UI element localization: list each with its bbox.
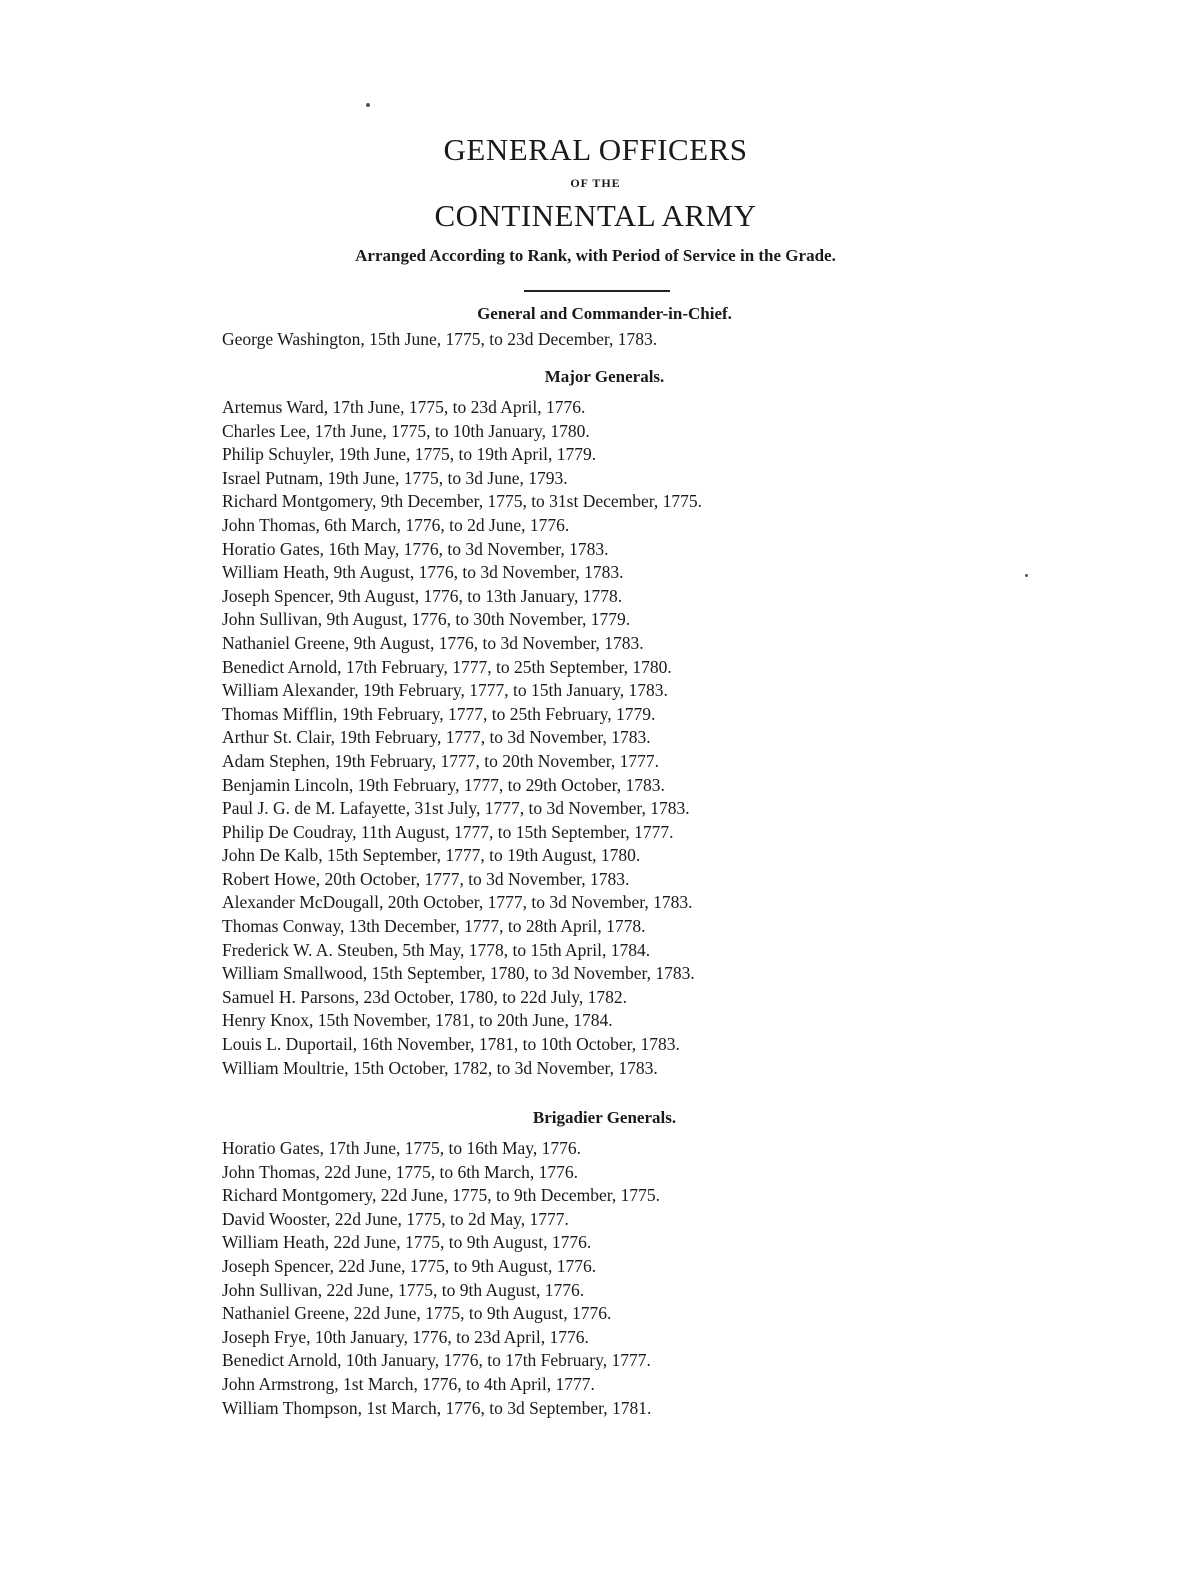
officer-entry: Thomas Conway, 13th December, 1777, to 28th April, 1778. [222,916,646,937]
officer-entry: John Thomas, 6th March, 1776, to 2d June, 1776. [222,514,570,535]
officer-entry: Benedict Arnold, 10th January, 1776, to 17th February, 1777. [222,1350,651,1371]
officer-entry: Charles Lee, 17th June, 1775, to 10th January, 1780. [222,420,590,441]
brigadier-generals-list [222,1137,660,1420]
officer-entry: John De Kalb, 15th September, 1777, to 19th August, 1780. [222,845,641,866]
page-title: GENERAL OFFICERS [443,132,748,167]
officer-entry: William Heath, 22d June, 1775, to 9th August, 1776. [222,1232,592,1253]
officer-entry: Paul J. G. de M. Lafayette, 31st July, 1777, to 3d November, 1783. [222,798,690,819]
officer-entry: Philip Schuyler, 19th June, 1775, to 19th April, 1779. [222,444,597,465]
officer-entry: Thomas Mifflin, 19th February, 1777, to 25th February, 1779. [222,703,656,724]
section-heading-general: General and Commander-in-Chief. [477,304,732,323]
officer-entry: Nathaniel Greene, 9th August, 1776, to 3d November, 1783. [222,632,644,653]
officer-entry: Richard Montgomery, 9th December, 1775, to 31st December, 1775. [222,491,703,512]
officer-entry: John Armstrong, 1st March, 1776, to 4th April, 1777. [222,1373,595,1394]
officer-entry: Alexander McDougall, 20th October, 1777, to 3d November, 1783. [222,892,693,913]
officer-entry: Arthur St. Clair, 19th February, 1777, to 3d November, 1783. [222,727,651,748]
subtitle: Arranged According to Rank, with Period of Service in the Grade. [355,246,836,265]
officer-entry: John Thomas, 22d June, 1775, to 6th March, 1776. [222,1161,578,1182]
officer-entry: Joseph Spencer, 9th August, 1776, to 13th January, 1778. [222,585,623,606]
officer-entry: Philip De Coudray, 11th August, 1777, to 15th September, 1777. [222,821,674,842]
divider-rule [524,290,670,292]
officer-entry: Louis L. Duportail, 16th November, 1781, to 10th October, 1783. [222,1034,680,1055]
officer-entry: Artemus Ward, 17th June, 1775, to 23d April, 1776. [222,397,586,417]
officer-entry: Israel Putnam, 19th June, 1775, to 3d June, 1793. [222,467,568,488]
officer-entry: William Moultrie, 15th October, 1782, to 3d November, 1783. [222,1057,658,1078]
officer-entry: Benjamin Lincoln, 19th February, 1777, to 29th October, 1783. [222,774,665,795]
officer-entry: William Heath, 9th August, 1776, to 3d November, 1783. [222,562,624,583]
officer-entry: Horatio Gates, 17th June, 1775, to 16th May, 1776. [222,1138,582,1158]
officer-entry: Henry Knox, 15th November, 1781, to 20th June, 1784. [222,1010,613,1031]
officer-entry: Adam Stephen, 19th February, 1777, to 20th November, 1777. [222,750,660,771]
title-army: CONTINENTAL ARMY [434,198,757,233]
officer-entry: Benedict Arnold, 17th February, 1777, to 25th September, 1780. [222,656,672,677]
officer-entry: John Sullivan, 9th August, 1776, to 30th November, 1779. [222,609,631,630]
officer-entry: Joseph Frye, 10th January, 1776, to 23d April, 1776. [222,1326,589,1347]
officer-entry: John Sullivan, 22d June, 1775, to 9th August, 1776. [222,1279,585,1300]
officer-entry: Samuel H. Parsons, 23d October, 1780, to 22d July, 1782. [222,986,628,1007]
officer-entry: Joseph Spencer, 22d June, 1775, to 9th August, 1776. [222,1255,597,1276]
scan-speck [1025,574,1028,577]
officer-entry: William Alexander, 19th February, 1777, to 15th January, 1783. [222,680,668,701]
officer-entry: William Thompson, 1st March, 1776, to 3d September, 1781. [222,1397,652,1418]
officer-entry: Richard Montgomery, 22d June, 1775, to 9th December, 1775. [222,1185,661,1206]
scan-speck [366,103,370,107]
officer-entry: Horatio Gates, 16th May, 1776, to 3d November, 1783. [222,538,609,559]
major-generals-list [222,396,702,1080]
officer-entry: Nathaniel Greene, 22d June, 1775, to 9th August, 1776. [222,1303,612,1324]
title-of-the: OF THE [570,176,621,190]
officer-entry: William Smallwood, 15th September, 1780, to 3d November, 1783. [222,963,695,984]
section-heading-major-generals: Major Generals. [544,367,665,386]
officer-entry: George Washington, 15th June, 1775, to 23d December, 1783. [222,329,658,349]
officer-entry: Robert Howe, 20th October, 1777, to 3d November, 1783. [222,868,630,889]
officer-entry: Frederick W. A. Steuben, 5th May, 1778, to 15th April, 1784. [222,939,651,960]
section-heading-brigadier-generals: Brigadier Generals. [532,1108,677,1127]
officer-entry: David Wooster, 22d June, 1775, to 2d May, 1777. [222,1208,569,1229]
general-list [222,328,657,352]
